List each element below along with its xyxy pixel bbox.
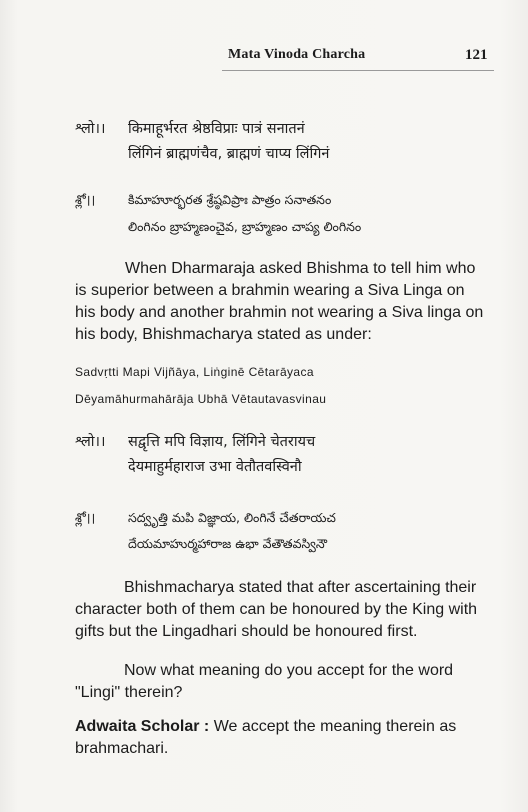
verse1-sanskrit-line2: लिंगिनं ब्राह्मणंचैव, ब्राह्मणं चाप्य लिंगिनं [128,146,330,162]
running-header-title: Mata Vinoda Charcha [228,47,366,62]
paragraph2-line3: gifts but the Lingadhari should be honoured first. [75,623,418,640]
answer-line2: brahmachari. [75,740,169,757]
verse1-telugu-line2: లింగినం బ్రాహ్మణంచైవ, బ్రాహ్మణం చాప్య లింగినం [128,219,362,234]
paragraph3-line1: Now what meaning do you accept for the word [124,662,454,679]
verse2-telugu-prefix: శ్లో।। [75,510,96,525]
paragraph2-line2: character both of them can be honoured by the King with [75,601,478,618]
verse2-telugu-line2: దేయమాహుర్మహారాజ ఉభా వేతౌతవస్వినౌ [128,536,328,551]
transliteration-line1: Sadvṛtti Mapi Vijñāya, Liṅginē Cētarāyaca [75,365,314,379]
verse2-sanskrit-line1: सद्वृत्ति मपि विज्ञाय, लिंगिने चेतरायच [128,434,316,450]
page-number: 121 [465,47,488,63]
verse2-sanskrit-prefix: श्लो।। [75,434,106,450]
paragraph1-line1: When Dharmaraja asked Bhishma to tell him who [125,260,476,277]
paragraph1-line3: his body and another brahmin not wearing a Siva linga on [75,304,484,321]
verse1-telugu-line1: కిమాహూర్భరత శ్రేష్ఠవిప్రాః పాత్రం సనాతనం [128,192,332,207]
transliteration-line2: Dēyamāhurmahārāja Ubhā Vētautavasvinau [75,392,327,406]
answer-text-line1: We accept the meaning therein as [209,718,457,735]
verse2-sanskrit-line2: देयमाहुर्महाराज उभा वेतौतवस्विनौ [128,459,302,475]
verse1-telugu-prefix: శ్లో।। [75,192,96,207]
paragraph1-line2: is superior between a brahmin wearing a Siva Linga on [75,282,465,299]
verse2-telugu-line1: సద్వృత్తి మపి విజ్ఞాయ, లింగినే చేతరాయచ [128,510,336,525]
paragraph2-line1: Bhishmacharya stated that after ascertaining their [124,579,477,596]
speaker-label: Adwaita Scholar : [75,718,210,735]
verse1-sanskrit-line1: किमाहूर्भरत श्रेष्ठविप्राः पात्रं सनातनं [128,121,305,137]
paragraph3-line2: "Lingi" therein? [75,684,183,701]
verse1-sanskrit-prefix: श्लो।। [75,121,106,137]
answer-line1 [75,716,456,738]
header-rule [222,70,494,71]
paragraph1-line4: his body, Bhishmacharya stated as under: [75,326,372,343]
